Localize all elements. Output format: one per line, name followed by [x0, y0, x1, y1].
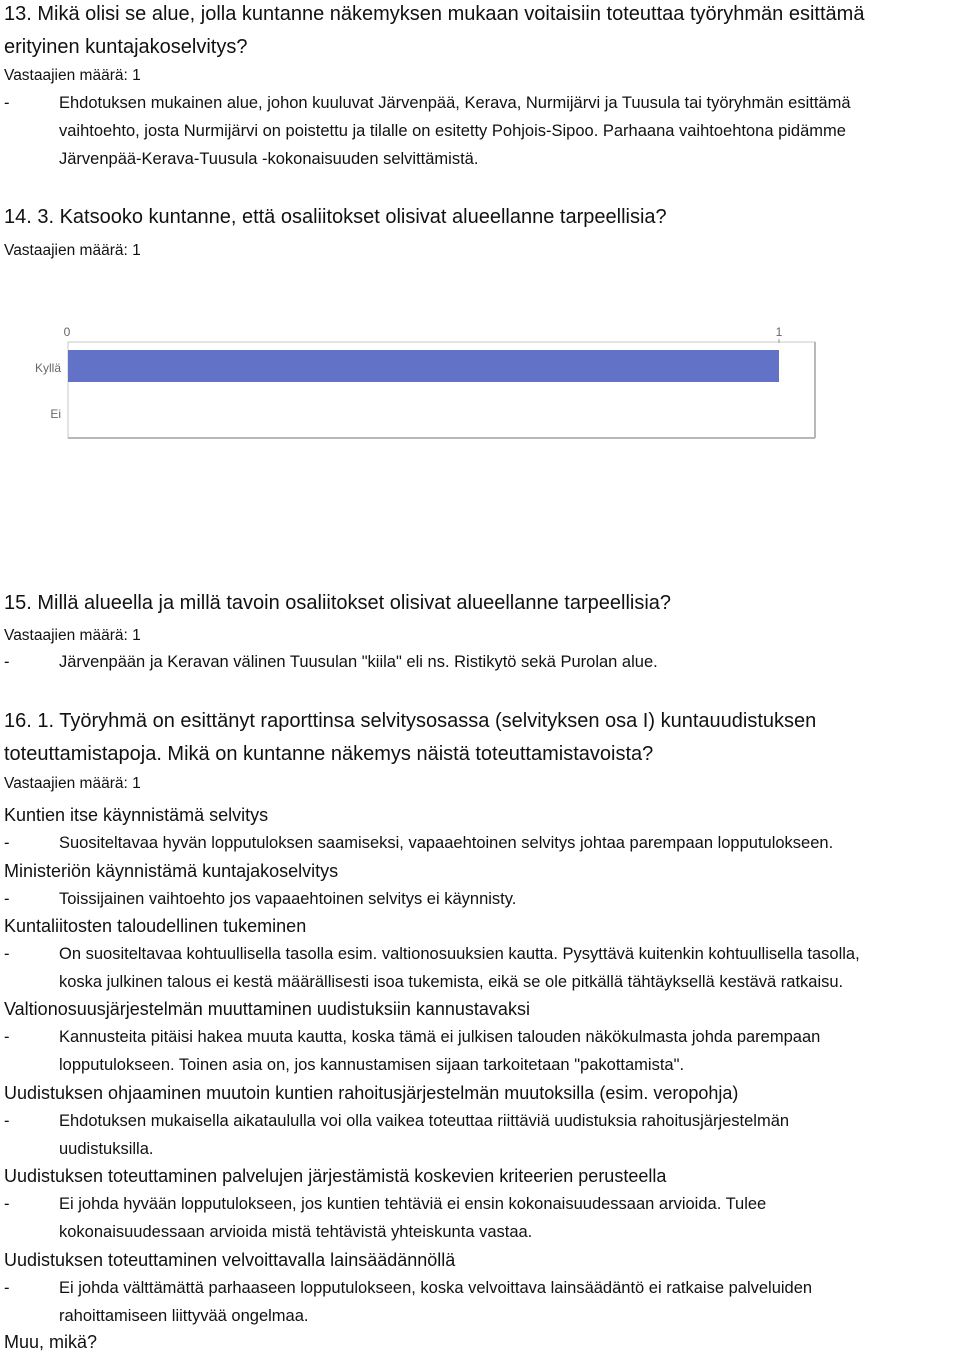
answer-text: On suositeltavaa kohtuullisella tasolla esim. valtionosuuksien kautta. Pysyttävä kuitenkin kohtuullisella tasolla, koska julkinen talous ei kestä määrällisesti isoa tukemista, eikä se ole pitkällä tähtäyksellä kestävä ratkaisu.: [59, 945, 860, 991]
subquestion-answer: [4, 1274, 958, 1330]
x-tick-label-0: 0: [63, 325, 71, 339]
question-15-respondent-count: Vastaajien määrä: 1: [4, 627, 141, 644]
answer-text: Ei johda hyvään lopputulokseen, jos kuntien tehtäviä ei ensin kokonaisuudessaan arvioida. Tulee kokonaisuudessaan arvioida mistä tehtävistä yhteiskunta vastaa.: [59, 1195, 767, 1241]
bar-chart: [0, 310, 960, 460]
question-14-title: 14. 3. Katsooko kuntanne, että osaliitokset olisivat alueellanne tarpeellisia?: [4, 206, 667, 228]
question-13-respondent-count: Vastaajien määrä: 1: [4, 67, 141, 84]
category-label-ei: Ei: [50, 407, 61, 421]
bullet-dash: -: [4, 1112, 10, 1130]
category-label-kylla: Kyllä: [34, 361, 61, 375]
bullet-dash: -: [4, 834, 10, 852]
answer-text: Järvenpään ja Keravan välinen Tuusulan "kiila" eli ns. Ristikytö sekä Purolan alue.: [59, 653, 658, 671]
question-13-answer: [4, 89, 958, 173]
answer-text: Ei johda välttämättä parhaaseen lopputulokseen, koska velvoittava lainsäädäntö ei ratkaise palveluiden rahoittamiseen liittyvää ongelmaa.: [59, 1279, 813, 1325]
subquestion-answer: [4, 1190, 958, 1246]
question-15-answer: [4, 648, 958, 676]
subheading: Kuntaliitosten taloudellinen tukeminen: [4, 916, 307, 936]
answer-text: Suositeltavaa hyvän lopputuloksen saamiseksi, vapaaehtoinen selvitys johtaa parempaan lopputulokseen.: [59, 834, 834, 852]
question-14-respondent-count: Vastaajien määrä: 1: [4, 242, 141, 259]
subheading: Ministeriön käynnistämä kuntajakoselvitys: [4, 861, 339, 881]
question-16-respondent-count: Vastaajien määrä: 1: [4, 775, 141, 792]
subquestion-answer: [4, 885, 958, 913]
subheading-other: Muu, mikä?: [4, 1332, 98, 1352]
answer-text: Toissijainen vaihtoehto jos vapaaehtoinen selvitys ei käynnisty.: [59, 890, 517, 908]
bullet-dash: -: [4, 945, 10, 963]
subheading: Valtionosuusjärjestelmän muuttaminen uudistuksiin kannustavaksi: [4, 999, 530, 1019]
answer-text: Ehdotuksen mukainen alue, johon kuuluvat Järvenpää, Kerava, Nurmijärvi ja Tuusula tai työryhmän esittämä vaihtoehto, josta Nurmijärvi on poistettu ja tilalle on esitetty Pohjois-Sipoo. Parhaana vaihtoehtona pidämme Järvenpää-Kerava-Tuusula -kokonaisuuden selvittämistä.: [59, 94, 851, 168]
subheading: Uudistuksen toteuttaminen velvoittavalla lainsäädännöllä: [4, 1250, 456, 1270]
subquestion-answer: [4, 1107, 958, 1163]
subquestion-answer: [4, 829, 958, 857]
question-13-title: 13. Mikä olisi se alue, jolla kuntanne näkemyksen mukaan voitaisiin toteuttaa työryhmän esittämä erityinen kuntajakoselvitys?: [4, 3, 865, 58]
answer-text: Kannusteita pitäisi hakea muuta kautta, koska tämä ei julkisen talouden näkökulmasta johda parempaan lopputulokseen. Toinen asia on, jos kannustamisen sijaan tarkoitetaan "pakottamista".: [59, 1028, 821, 1074]
bullet-dash: -: [4, 94, 10, 112]
bullet-dash: -: [4, 1028, 10, 1046]
question-16-title: 16. 1. Työryhmä on esittänyt raporttinsa selvitysosassa (selvityksen osa I) kuntauudistuksen toteuttamistapoja. Mikä on kuntanne näkemys näistä toteuttamistavoista?: [4, 710, 817, 765]
question-15-title: 15. Millä alueella ja millä tavoin osaliitokset olisivat alueellanne tarpeellisia?: [4, 592, 672, 614]
bullet-dash: -: [4, 653, 10, 671]
subheading: Uudistuksen toteuttaminen palvelujen järjestämistä koskevien kriteerien perusteella: [4, 1166, 667, 1186]
bar-kylla: [68, 350, 779, 382]
subquestion-answer: [4, 940, 958, 996]
subquestion-answer: [4, 1023, 958, 1079]
x-tick-label-1: 1: [775, 325, 783, 339]
answer-text: Ehdotuksen mukaisella aikataululla voi olla vaikea toteuttaa riittäviä uudistuksia rahoitusjärjestelmän uudistuksilla.: [59, 1112, 790, 1158]
bullet-dash: -: [4, 1195, 10, 1213]
bullet-dash: -: [4, 890, 10, 908]
bullet-dash: -: [4, 1279, 10, 1297]
subheading: Uudistuksen ohjaaminen muutoin kuntien rahoitusjärjestelmän muutoksilla (esim. veropohja): [4, 1083, 739, 1103]
subheading: Kuntien itse käynnistämä selvitys: [4, 805, 269, 825]
